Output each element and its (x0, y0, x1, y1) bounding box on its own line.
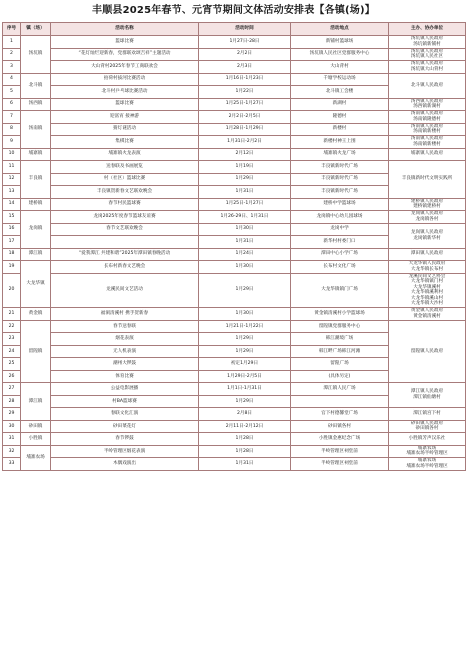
organizer-cell: 埔寨镇人民政府 (389, 148, 466, 161)
table-row (3, 198, 466, 211)
activity-cell: “爱我潭江 共建和谐”2025年潭田镇春晚活动 (51, 248, 199, 261)
activity-cell: 公益电影展播 (51, 383, 199, 396)
activity-cell: 潮州大锣鼓 (51, 358, 199, 371)
activity-cell: 龙岗2025年度春节篮球友谊赛 (51, 211, 199, 224)
activity-cell: 集棋比赛 (51, 136, 199, 149)
time-cell: 1月29日 (199, 273, 291, 308)
time-cell: 2月3日 (199, 61, 291, 74)
location-cell: 大龙华镇镇门广场 (291, 273, 389, 308)
header-time: 活动时间 (199, 23, 291, 36)
town-cell: 龙岗镇 (21, 211, 51, 249)
row-seq: 9 (3, 136, 21, 149)
activity-cell (51, 236, 199, 249)
town-cell: 砂田镇 (21, 420, 51, 433)
location-cell: 半岭管理区祠堂前 (291, 445, 389, 458)
row-seq: 12 (3, 173, 21, 186)
activity-cell: 春节送春联 (51, 320, 199, 333)
town-cell: 埔寨镇 (21, 148, 51, 161)
activity-cell: 砂田菜花灯 (51, 420, 199, 433)
location-cell: 留隍广场 (291, 358, 389, 371)
organizer-cell: 汤南镇人民政府 汤南镇新楼村 (389, 136, 466, 149)
time-cell: 1月27日-28日 (199, 36, 291, 49)
time-cell: 1月19日 (199, 161, 291, 174)
activity-cell: 烟花表演 (51, 333, 199, 346)
location-cell: 韩江潮境广场 (291, 333, 389, 346)
location-cell: 龙岗镇中心幼儿园球场 (291, 211, 389, 224)
location-cell: 新华村村委门口 (291, 236, 389, 249)
activity-cell: 春节文艺联欢晚会 (51, 223, 199, 236)
activity-cell: 春节锣鼓 (51, 433, 199, 446)
header-organizer: 主办、协办单位 (389, 23, 466, 36)
location-cell: 半岭管理区祠堂前 (291, 458, 389, 471)
location-cell: 新楼村神王上围 (291, 136, 389, 149)
location-cell: 埔寨镇火龙广场 (291, 148, 389, 161)
location-cell: 汤坑镇人民社区党群服务中心 (291, 48, 389, 61)
organizer-cell: 北斗镇人民政府 (389, 73, 466, 98)
location-cell: 新楼村 (291, 123, 389, 136)
location-cell: 新湖村 (291, 98, 389, 111)
row-seq: 22 (3, 320, 21, 333)
town-cell: 北斗镇 (21, 73, 51, 98)
time-cell: 1月31日 (199, 236, 291, 249)
table-row (3, 433, 466, 446)
row-seq: 4 (3, 73, 21, 86)
location-cell: 新铺村篮球场 (291, 36, 389, 49)
page-title: 丰顺县2025年春节、元宵节期间文体活动安排表【各镇(场)】 (92, 5, 375, 16)
header-town: 镇（场） (21, 23, 51, 36)
activity-cell: 大山背村2025年春节工商联欢会 (51, 61, 199, 74)
row-seq: 23 (3, 333, 21, 346)
location-cell: 龙岗中学 (291, 223, 389, 236)
table-row (3, 320, 466, 333)
time-cell: 1月29日 (199, 395, 291, 408)
row-seq: 25 (3, 358, 21, 371)
row-seq: 32 (3, 445, 21, 458)
time-cell: 1月25日-1月27日 (199, 198, 291, 211)
location-cell: 隆德村 (291, 111, 389, 124)
time-cell: 1月31日 (199, 458, 291, 471)
town-cell: 大龙华镇 (21, 261, 51, 308)
row-seq: 1 (3, 36, 21, 49)
time-cell: 1月29日-2月5日 (199, 370, 291, 383)
table-row (3, 445, 466, 458)
time-cell: 1月30日 (199, 261, 291, 274)
time-cell: 1月31日 (199, 186, 291, 199)
organizer-cell: 汤坑镇人民政府 汤坑镇大山背村 (389, 61, 466, 74)
activity-cell: 木偶戏演出 (51, 458, 199, 471)
schedule-table (2, 22, 466, 471)
table-row (3, 48, 466, 61)
location-cell: 建桥中学篮球场 (291, 198, 389, 211)
row-seq: 13 (3, 186, 21, 199)
table-row (3, 36, 466, 49)
row-seq: 15 (3, 211, 21, 224)
table-row (3, 458, 466, 471)
table-row (3, 408, 466, 421)
activity-cell: 篮球比赛 (51, 98, 199, 111)
table-row (3, 148, 466, 161)
row-seq: 21 (3, 308, 21, 321)
organizer-cell: 埔寨农场 埔寨农场半岭管理区 (389, 458, 466, 471)
town-cell: 汤坑镇 (21, 36, 51, 74)
row-seq: 24 (3, 345, 21, 358)
time-cell: 初定1月29日 (199, 358, 291, 371)
row-seq: 14 (3, 198, 21, 211)
table-row (3, 223, 466, 236)
organizer-cell: 埔寨农场 埔寨农场半岭管理区 (389, 445, 466, 458)
location-cell: 大山背村 (291, 61, 389, 74)
header-seq: 序号 (3, 23, 21, 36)
activity-cell: 半岭管理区烟花表演 (51, 445, 199, 458)
time-cell: 1月28日 (199, 445, 291, 458)
activity-cell: 龙溪民间文艺活动 (51, 273, 199, 308)
table-row (3, 211, 466, 224)
activity-cell: 村BA篮球赛 (51, 395, 199, 408)
row-seq: 30 (3, 420, 21, 433)
activity-cell: “花灯灿烂迎新春，党群联欢颂吉祥”主题活动 (51, 48, 199, 61)
town-cell: 潭江镇 (21, 383, 51, 421)
table-row (3, 261, 466, 274)
table-row (3, 308, 466, 321)
organizer-cell: 砂田镇人民政府 砂田镇各村 (389, 420, 466, 433)
activity-cell: 体育比赛 (51, 370, 199, 383)
time-cell: 1月29日 (199, 345, 291, 358)
table-row (3, 420, 466, 433)
location-cell: 官下村德馨堂广场 (291, 408, 389, 421)
organizer-cell: 汤南镇人民政府 汤南镇隆德村 (389, 111, 466, 124)
row-seq: 5 (3, 86, 21, 99)
table-row (3, 123, 466, 136)
town-cell: 小胜镇 (21, 433, 51, 446)
location-cell: 潭田中心小学广场 (291, 248, 389, 261)
header-activity: 活动名称 (51, 23, 199, 36)
organizer-cell: 潭江镇人民政府 潭江镇仙塘村 (389, 383, 466, 408)
header-location: 活动地点 (291, 23, 389, 36)
row-seq: 8 (3, 123, 21, 136)
table-row (3, 161, 466, 174)
activity-cell: 拍荷村拔河比赛活动 (51, 73, 199, 86)
organizer-cell: 建桥镇人民政府 建桥镇建桥村 (389, 198, 466, 211)
row-seq: 7 (3, 111, 21, 124)
time-cell: 1月31日-2月2日 (199, 136, 291, 149)
town-cell: 埔寨农场 (21, 445, 51, 470)
time-cell: 1月30日 (199, 223, 291, 236)
activity-cell: 村（社区）篮球比赛 (51, 173, 199, 186)
time-cell: 2月2日-2月5日 (199, 111, 291, 124)
organizer-cell: 龙溪民间文艺协会 大龙华镇镇门村 大龙华镇溪村 大龙华镇溪利村 大龙华镇溪山村 大龙华镇大沙村 (389, 273, 466, 308)
row-seq: 26 (3, 370, 21, 383)
row-seq: 19 (3, 261, 21, 274)
location-cell: 丰良镇新时代广场 (291, 173, 389, 186)
town-cell: 潭江镇 (21, 248, 51, 261)
location-cell: 小胜镇金惠纪念广场 (291, 433, 389, 446)
location-cell: 丰良镇新时代广场 (291, 161, 389, 174)
location-cell: 砂田镇各村 (291, 420, 389, 433)
organizer-cell: 丰良镇新时代文明实践所 (389, 161, 466, 199)
activity-cell: 猜灯谜活动 (51, 123, 199, 136)
table-row (3, 111, 466, 124)
row-seq: 17 (3, 236, 21, 249)
table-row (3, 273, 466, 308)
row-seq: 3 (3, 61, 21, 74)
organizer-cell: 龙岗镇人民政府 龙岗镇新华村 (389, 223, 466, 248)
table-row (3, 248, 466, 261)
activity-cell: 埔寨镇火龙表演 (51, 148, 199, 161)
time-cell: 1月24日 (199, 248, 291, 261)
organizer-cell: 汤南镇人民政府 汤南镇新楼村 (389, 123, 466, 136)
row-seq: 27 (3, 383, 21, 396)
activity-cell: 长布村新春文艺晚会 (51, 261, 199, 274)
town-cell: 汤南镇 (21, 111, 51, 149)
time-cell: 1月26-29日、1月31日 (199, 211, 291, 224)
activity-cell: 无人机表演 (51, 345, 199, 358)
location-cell: 长布村文化广场 (291, 261, 389, 274)
time-cell: 1月16日-1月23日 (199, 73, 291, 86)
organizer-cell: 小胜镇芳声汉乐社 (389, 433, 466, 446)
row-seq: 31 (3, 433, 21, 446)
activity-cell: 福洞清溪村 携手贺新春 (51, 308, 199, 321)
town-cell: 黄金镇 (21, 308, 51, 321)
row-seq: 16 (3, 223, 21, 236)
activity-cell: 春节村民篮球赛 (51, 198, 199, 211)
time-cell: 2月12日 (199, 148, 291, 161)
time-cell: 1月28日-1月29日 (199, 123, 291, 136)
row-seq: 2 (3, 48, 21, 61)
row-seq: 29 (3, 408, 21, 421)
town-cell: 建桥镇 (21, 198, 51, 211)
table-row (3, 383, 466, 396)
organizer-cell: 潭江镇宫下村 (389, 408, 466, 421)
town-cell: 丰良镇 (21, 161, 51, 199)
location-cell: 潭江镇人民广场 (291, 383, 389, 396)
activity-cell: 春联文化汇演 (51, 408, 199, 421)
activity-cell: 迎富宵 接神游 (51, 111, 199, 124)
time-cell: 2月11日-2月12日 (199, 420, 291, 433)
header-row (3, 23, 466, 36)
activity-cell: 送春联及书画展览 (51, 161, 199, 174)
organizer-cell: 龙岗镇人民政府 龙岗镇各村 (389, 211, 466, 224)
row-seq: 28 (3, 395, 21, 408)
time-cell: 1月22日 (199, 86, 291, 99)
table-row (3, 136, 466, 149)
table-row (3, 73, 466, 86)
time-cell: 1月29日 (199, 173, 291, 186)
location-cell: 留隍镇党群服务中心 (291, 320, 389, 333)
time-cell: 1月21日-1月22日 (199, 320, 291, 333)
location-cell: 千塘学校运动场 (291, 73, 389, 86)
location-cell (291, 395, 389, 408)
location-cell: 丰良镇新时代广场 (291, 186, 389, 199)
organizer-cell: 留隍镇人民政府 (389, 320, 466, 383)
row-seq: 6 (3, 98, 21, 111)
table-row (3, 98, 466, 111)
organizer-cell: 汤坑镇人民政府 汤坑镇人民社区 (389, 48, 466, 61)
location-cell: 黄金镇清溪村小学篮球场 (291, 308, 389, 321)
table-row (3, 61, 466, 74)
time-cell: 1月30日 (199, 308, 291, 321)
time-cell: 1月29日 (199, 333, 291, 346)
row-seq: 10 (3, 148, 21, 161)
town-cell: 留隍镇 (21, 320, 51, 383)
location-cell: (具体另定) (291, 370, 389, 383)
organizer-cell: 黄金镇人民政府 黄金镇清溪村 (389, 308, 466, 321)
organizer-cell: 汤西镇人民政府 汤西镇新湖村 (389, 98, 466, 111)
row-seq: 20 (3, 273, 21, 308)
organizer-cell: 汤坑镇人民政府 汤坑镇新铺村 (389, 36, 466, 49)
row-seq: 33 (3, 458, 21, 471)
time-cell: 1月1日-1月31日 (199, 383, 291, 396)
activity-cell: 北斗村乒乓球比赛活动 (51, 86, 199, 99)
time-cell: 2月8日 (199, 408, 291, 421)
organizer-cell: 大龙华镇人民政府 大龙华镇长布村 (389, 261, 466, 274)
location-cell: 北斗镇工会楼 (291, 86, 389, 99)
time-cell: 1月25日-1月27日 (199, 98, 291, 111)
time-cell: 1月28日 (199, 433, 291, 446)
town-cell: 汤西镇 (21, 98, 51, 111)
location-cell: 韩江畔广场韩江河滩 (291, 345, 389, 358)
activity-cell: 篮球比赛 (51, 36, 199, 49)
row-seq: 18 (3, 248, 21, 261)
row-seq: 11 (3, 161, 21, 174)
organizer-cell: 潭田镇人民政府 (389, 248, 466, 261)
time-cell: 2月2日 (199, 48, 291, 61)
activity-cell: 丰良镇贺新春文艺联欢晚会 (51, 186, 199, 199)
